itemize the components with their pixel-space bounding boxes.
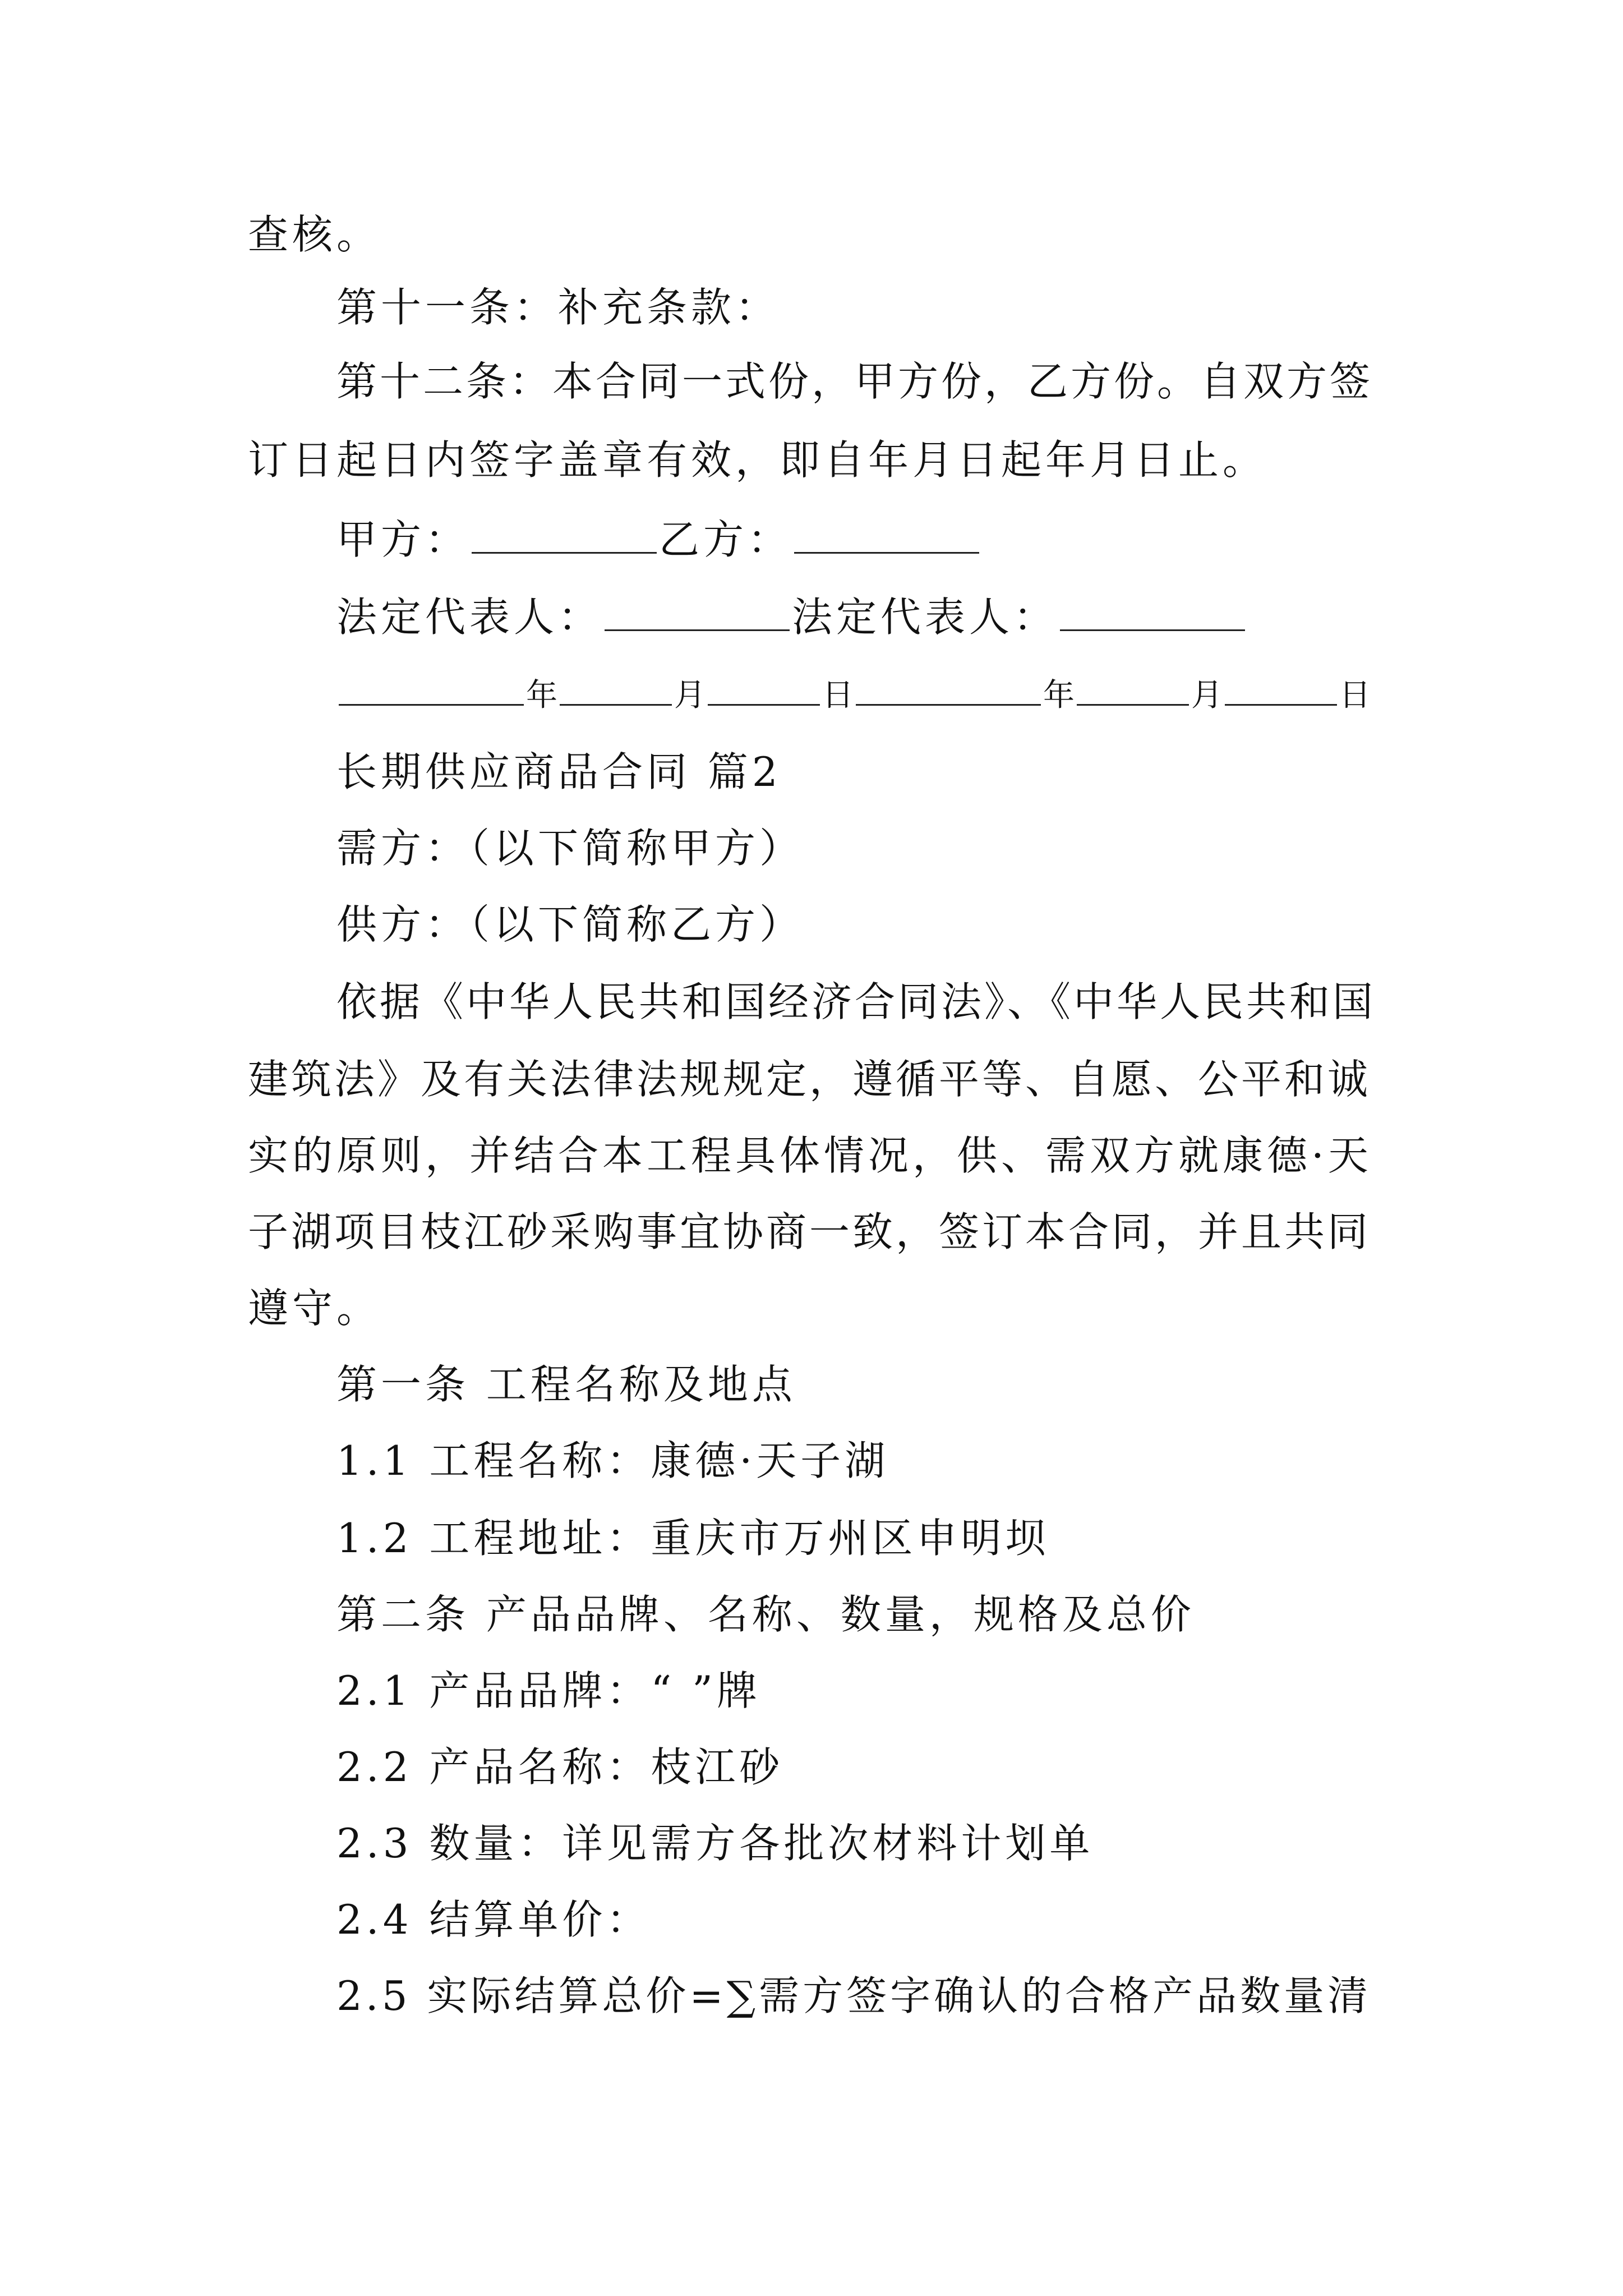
month-label: 月 [674,677,706,714]
day-label: 日 [1339,677,1371,714]
text-line: 2.5 实际结算总价=∑需方签字确认的合格产品数量清 [336,1972,1372,2019]
party-a-legal-rep-label: 法定代表人： [336,593,603,641]
text-line: 需方：（以下简称甲方） [336,825,804,872]
year-label: 年 [1043,677,1075,714]
signature-parties-line [336,512,981,568]
text-line: 遵守。 [248,1285,381,1332]
party-b-blank [794,517,979,554]
party-a-month-blank [560,669,672,706]
text-line: 第二条 产品品牌、名称、数量，规格及总价 [336,1591,1195,1638]
party-a-label: 甲方： [336,516,470,563]
text-line: 2.2 产品名称：枝江砂 [336,1743,784,1791]
party-a-legal-rep-blank [605,595,790,631]
day-label: 日 [822,677,854,714]
text-line: 供方：（以下简称乙方） [336,901,804,948]
year-label: 年 [526,677,557,714]
text-line: 第一条 工程名称及地点 [336,1361,796,1408]
legal-representative-line [336,589,1247,645]
party-b-year-blank [856,669,1041,706]
text-line: 子湖项目枝江砂采购事宜协商一致，签订本合同，并且共同 [248,1208,1371,1255]
party-a-day-blank [708,669,820,706]
month-label: 月 [1191,677,1223,714]
text-line: 实的原则，并结合本工程具体情况，供、需双方就康德·天 [248,1132,1372,1179]
text-line: 1.1 工程名称：康德·天子湖 [336,1437,889,1484]
party-a-year-blank [339,669,524,706]
text-line: 查核。 [248,211,381,258]
text-line: 2.1 产品品牌：“ ”牌 [336,1667,761,1714]
party-b-label: 乙方： [659,516,792,563]
text-line: 依据《中华人民共和国经济合同法》、《中华人民共和国 [336,978,1376,1025]
section-heading: 长期供应商品合同 篇2 [336,748,782,795]
signature-date-line [336,668,1371,724]
text-line: 订日起日内签字盖章有效，即自年月日起年月日止。 [248,436,1267,484]
text-line: 第十二条：本合同一式份，甲方份，乙方份。自双方签 [336,358,1373,405]
party-a-blank [472,517,657,554]
party-b-day-blank [1225,669,1337,706]
text-line: 第十一条：补充条款： [336,284,780,331]
party-b-legal-rep-label: 法定代表人： [792,593,1058,641]
text-line: 2.4 结算单价： [336,1896,651,1943]
text-line: 建筑法》及有关法律法规规定，遵循平等、自愿、公平和诚 [248,1056,1371,1103]
text-line: 1.2 工程地址：重庆市万州区申明坝 [336,1515,1050,1562]
party-b-month-blank [1077,669,1189,706]
party-b-legal-rep-blank [1060,595,1245,631]
text-line: 2.3 数量：详见需方各批次材料计划单 [336,1820,1094,1867]
